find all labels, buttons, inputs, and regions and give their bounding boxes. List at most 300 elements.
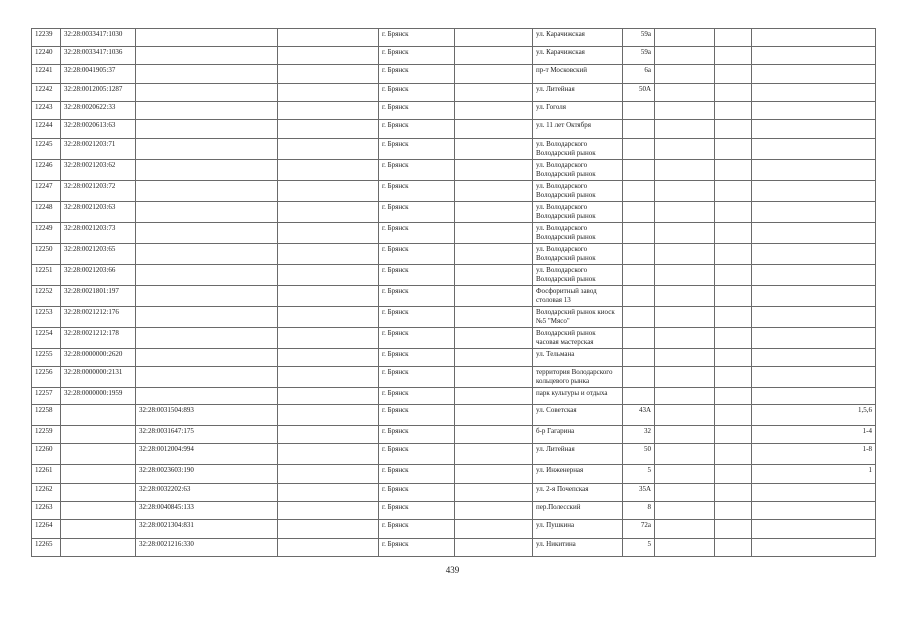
house-number-cell xyxy=(623,181,655,202)
premises-cadastral-number-cell: 32:28:0012004:994 xyxy=(136,444,278,465)
premises-cadastral-number-cell xyxy=(136,328,278,349)
row-number-cell: 12246 xyxy=(32,160,61,181)
street-cell: ул. Тельмана xyxy=(533,349,623,367)
row-number-cell: 12250 xyxy=(32,244,61,265)
blank-cell xyxy=(715,502,752,520)
street-cell: пер.Полесский xyxy=(533,502,623,520)
blank-cell xyxy=(655,367,715,388)
street-cell: ул. Володарского Володарский рынок xyxy=(533,160,623,181)
table-row xyxy=(32,502,876,520)
blank-cell xyxy=(278,102,379,120)
premises-cadastral-number-cell xyxy=(136,47,278,65)
city-cell: г. Брянск xyxy=(379,139,455,160)
house-number-cell xyxy=(623,120,655,139)
row-number-cell: 12265 xyxy=(32,539,61,557)
cadastral-number-cell: 32:28:0021203:63 xyxy=(61,202,136,223)
cadastral-number-cell: 32:28:0000000:2620 xyxy=(61,349,136,367)
street-cell: ул. 2-я Почепская xyxy=(533,484,623,502)
table-row xyxy=(32,120,876,139)
blank-cell xyxy=(278,405,379,426)
blank-cell xyxy=(278,47,379,65)
table-row xyxy=(32,367,876,388)
blank-cell xyxy=(655,349,715,367)
blank-cell xyxy=(655,520,715,539)
city-cell: г. Брянск xyxy=(379,160,455,181)
premises-cadastral-number-cell: 32:28:0031504:893 xyxy=(136,405,278,426)
premises-cadastral-number-cell xyxy=(136,223,278,244)
blank-cell xyxy=(455,444,533,465)
house-number-cell xyxy=(623,349,655,367)
apartment-cell xyxy=(752,286,876,307)
row-number-cell: 12251 xyxy=(32,265,61,286)
blank-cell xyxy=(455,47,533,65)
premises-cadastral-number-cell xyxy=(136,102,278,120)
premises-cadastral-number-cell: 32:28:0021304:831 xyxy=(136,520,278,539)
table-row xyxy=(32,181,876,202)
apartment-cell xyxy=(752,202,876,223)
apartment-cell xyxy=(752,102,876,120)
blank-cell xyxy=(278,223,379,244)
table-row xyxy=(32,465,876,484)
apartment-cell xyxy=(752,539,876,557)
apartment-cell xyxy=(752,139,876,160)
blank-cell xyxy=(715,65,752,84)
table-row xyxy=(32,47,876,65)
city-cell: г. Брянск xyxy=(379,181,455,202)
row-number-cell: 12256 xyxy=(32,367,61,388)
blank-cell xyxy=(278,426,379,444)
apartment-cell xyxy=(752,181,876,202)
blank-cell xyxy=(455,160,533,181)
row-number-cell: 12258 xyxy=(32,405,61,426)
blank-cell xyxy=(455,84,533,102)
house-number-cell xyxy=(623,367,655,388)
blank-cell xyxy=(655,139,715,160)
house-number-cell xyxy=(623,286,655,307)
row-number-cell: 12260 xyxy=(32,444,61,465)
blank-cell xyxy=(655,265,715,286)
row-number-cell: 12247 xyxy=(32,181,61,202)
city-cell: г. Брянск xyxy=(379,102,455,120)
blank-cell xyxy=(278,465,379,484)
row-number-cell: 12249 xyxy=(32,223,61,244)
house-number-cell xyxy=(623,307,655,328)
row-number-cell: 12253 xyxy=(32,307,61,328)
blank-cell xyxy=(715,465,752,484)
house-number-cell: 72а xyxy=(623,520,655,539)
city-cell: г. Брянск xyxy=(379,388,455,405)
premises-cadastral-number-cell: 32:28:0031647:175 xyxy=(136,426,278,444)
blank-cell xyxy=(278,202,379,223)
apartment-cell xyxy=(752,520,876,539)
table-row xyxy=(32,388,876,405)
premises-cadastral-number-cell xyxy=(136,265,278,286)
street-cell: ул. Инженерная xyxy=(533,465,623,484)
blank-cell xyxy=(715,181,752,202)
street-cell: ул. Гоголя xyxy=(533,102,623,120)
premises-cadastral-number-cell xyxy=(136,388,278,405)
city-cell: г. Брянск xyxy=(379,328,455,349)
premises-cadastral-number-cell xyxy=(136,160,278,181)
cadastral-number-cell: 32:28:0000000:2131 xyxy=(61,367,136,388)
blank-cell xyxy=(715,307,752,328)
blank-cell xyxy=(455,202,533,223)
blank-cell xyxy=(455,181,533,202)
premises-cadastral-number-cell xyxy=(136,120,278,139)
house-number-cell xyxy=(623,328,655,349)
city-cell: г. Брянск xyxy=(379,444,455,465)
row-number-cell: 12263 xyxy=(32,502,61,520)
city-cell: г. Брянск xyxy=(379,29,455,47)
street-cell: б-р Гагарина xyxy=(533,426,623,444)
row-number-cell: 12252 xyxy=(32,286,61,307)
apartment-cell xyxy=(752,65,876,84)
row-number-cell: 12257 xyxy=(32,388,61,405)
blank-cell xyxy=(655,484,715,502)
blank-cell xyxy=(655,181,715,202)
blank-cell xyxy=(455,120,533,139)
apartment-cell: 1-8 xyxy=(752,444,876,465)
table-row xyxy=(32,65,876,84)
row-number-cell: 12261 xyxy=(32,465,61,484)
house-number-cell: 5 xyxy=(623,539,655,557)
blank-cell xyxy=(278,520,379,539)
table-row xyxy=(32,405,876,426)
blank-cell xyxy=(715,120,752,139)
cadastral-number-cell: 32:28:0021212:176 xyxy=(61,307,136,328)
blank-cell xyxy=(715,349,752,367)
blank-cell xyxy=(455,367,533,388)
blank-cell xyxy=(655,286,715,307)
house-number-cell xyxy=(623,160,655,181)
table-row xyxy=(32,426,876,444)
city-cell: г. Брянск xyxy=(379,465,455,484)
table-row xyxy=(32,84,876,102)
cadastral-number-cell xyxy=(61,502,136,520)
blank-cell xyxy=(278,181,379,202)
street-cell: территория Володарского кольцевого рынка xyxy=(533,367,623,388)
city-cell: г. Брянск xyxy=(379,484,455,502)
blank-cell xyxy=(455,502,533,520)
house-number-cell: 43А xyxy=(623,405,655,426)
blank-cell xyxy=(455,426,533,444)
row-number-cell: 12254 xyxy=(32,328,61,349)
street-cell: ул. Пушкина xyxy=(533,520,623,539)
table-row xyxy=(32,444,876,465)
street-cell: Володарский рынок часовая мастерская xyxy=(533,328,623,349)
cadastral-number-cell: 32:28:0041905:37 xyxy=(61,65,136,84)
cadastral-number-cell: 32:28:0021203:66 xyxy=(61,265,136,286)
street-cell: ул. Карачижская xyxy=(533,47,623,65)
street-cell: парк культуры и отдыха xyxy=(533,388,623,405)
blank-cell xyxy=(715,286,752,307)
apartment-cell xyxy=(752,47,876,65)
apartment-cell: 1,5,6 xyxy=(752,405,876,426)
premises-cadastral-number-cell xyxy=(136,367,278,388)
premises-cadastral-number-cell: 32:28:0040845:133 xyxy=(136,502,278,520)
table-row xyxy=(32,307,876,328)
blank-cell xyxy=(455,139,533,160)
street-cell: ул. Литейная xyxy=(533,84,623,102)
city-cell: г. Брянск xyxy=(379,405,455,426)
street-cell: ул. Карачижская xyxy=(533,29,623,47)
blank-cell xyxy=(715,405,752,426)
blank-cell xyxy=(455,405,533,426)
cadastral-number-cell: 32:28:0021203:62 xyxy=(61,160,136,181)
blank-cell xyxy=(278,367,379,388)
blank-cell xyxy=(715,265,752,286)
row-number-cell: 12244 xyxy=(32,120,61,139)
blank-cell xyxy=(655,388,715,405)
blank-cell xyxy=(278,65,379,84)
cadastral-number-cell xyxy=(61,426,136,444)
blank-cell xyxy=(455,539,533,557)
table-row xyxy=(32,29,876,47)
apartment-cell xyxy=(752,84,876,102)
house-number-cell: 32 xyxy=(623,426,655,444)
blank-cell xyxy=(278,484,379,502)
cadastral-number-cell: 32:28:0021801:197 xyxy=(61,286,136,307)
row-number-cell: 12259 xyxy=(32,426,61,444)
blank-cell xyxy=(455,520,533,539)
row-number-cell: 12245 xyxy=(32,139,61,160)
cadastral-number-cell xyxy=(61,484,136,502)
blank-cell xyxy=(455,244,533,265)
row-number-cell: 12262 xyxy=(32,484,61,502)
blank-cell xyxy=(715,47,752,65)
city-cell: г. Брянск xyxy=(379,520,455,539)
cadastral-number-cell xyxy=(61,405,136,426)
blank-cell xyxy=(655,465,715,484)
table-row xyxy=(32,265,876,286)
blank-cell xyxy=(715,244,752,265)
house-number-cell: 50А xyxy=(623,84,655,102)
blank-cell xyxy=(278,265,379,286)
house-number-cell: 59а xyxy=(623,47,655,65)
blank-cell xyxy=(715,139,752,160)
street-cell: ул. Володарского Володарский рынок xyxy=(533,244,623,265)
premises-cadastral-number-cell xyxy=(136,29,278,47)
table-row xyxy=(32,349,876,367)
blank-cell xyxy=(278,349,379,367)
blank-cell xyxy=(278,307,379,328)
cadastral-number-cell: 32:28:0021203:71 xyxy=(61,139,136,160)
premises-cadastral-number-cell xyxy=(136,139,278,160)
row-number-cell: 12248 xyxy=(32,202,61,223)
apartment-cell xyxy=(752,328,876,349)
apartment-cell xyxy=(752,349,876,367)
premises-cadastral-number-cell: 32:28:0032202:63 xyxy=(136,484,278,502)
city-cell: г. Брянск xyxy=(379,202,455,223)
house-number-cell xyxy=(623,139,655,160)
blank-cell xyxy=(455,388,533,405)
street-cell: пр-т Московский xyxy=(533,65,623,84)
city-cell: г. Брянск xyxy=(379,426,455,444)
house-number-cell: 50 xyxy=(623,444,655,465)
apartment-cell: 1 xyxy=(752,465,876,484)
house-number-cell xyxy=(623,223,655,244)
house-number-cell xyxy=(623,202,655,223)
blank-cell xyxy=(455,349,533,367)
row-number-cell: 12242 xyxy=(32,84,61,102)
premises-cadastral-number-cell: 32:28:0023603:190 xyxy=(136,465,278,484)
blank-cell xyxy=(715,84,752,102)
blank-cell xyxy=(655,120,715,139)
city-cell: г. Брянск xyxy=(379,84,455,102)
apartment-cell xyxy=(752,367,876,388)
blank-cell xyxy=(278,160,379,181)
cadastral-number-cell: 32:28:0020622:33 xyxy=(61,102,136,120)
street-cell: ул. Володарского Володарский рынок xyxy=(533,181,623,202)
blank-cell xyxy=(278,244,379,265)
city-cell: г. Брянск xyxy=(379,223,455,244)
house-number-cell: 6а xyxy=(623,65,655,84)
cadastral-number-cell: 32:28:0000000:1959 xyxy=(61,388,136,405)
blank-cell xyxy=(278,539,379,557)
table-row xyxy=(32,139,876,160)
cadastral-number-cell xyxy=(61,539,136,557)
apartment-cell xyxy=(752,223,876,244)
blank-cell xyxy=(655,244,715,265)
blank-cell xyxy=(655,84,715,102)
apartment-cell xyxy=(752,244,876,265)
house-number-cell: 35А xyxy=(623,484,655,502)
blank-cell xyxy=(715,202,752,223)
city-cell: г. Брянск xyxy=(379,286,455,307)
street-cell: ул. Володарского Володарский рынок xyxy=(533,265,623,286)
premises-cadastral-number-cell xyxy=(136,202,278,223)
street-cell: Володарский рынок киоск №5 "Мясо" xyxy=(533,307,623,328)
blank-cell xyxy=(655,160,715,181)
blank-cell xyxy=(655,405,715,426)
table-row xyxy=(32,328,876,349)
premises-cadastral-number-cell xyxy=(136,307,278,328)
house-number-cell: 5 xyxy=(623,465,655,484)
city-cell: г. Брянск xyxy=(379,244,455,265)
blank-cell xyxy=(278,29,379,47)
cadastral-number-cell: 32:28:0021203:72 xyxy=(61,181,136,202)
street-cell: ул. Никитина xyxy=(533,539,623,557)
premises-cadastral-number-cell xyxy=(136,286,278,307)
cadastral-number-cell: 32:28:0033417:1030 xyxy=(61,29,136,47)
blank-cell xyxy=(715,102,752,120)
city-cell: г. Брянск xyxy=(379,307,455,328)
blank-cell xyxy=(278,286,379,307)
blank-cell xyxy=(715,160,752,181)
house-number-cell xyxy=(623,102,655,120)
cadastral-number-cell xyxy=(61,465,136,484)
blank-cell xyxy=(655,223,715,244)
apartment-cell xyxy=(752,502,876,520)
house-number-cell: 59а xyxy=(623,29,655,47)
blank-cell xyxy=(715,328,752,349)
blank-cell xyxy=(655,502,715,520)
row-number-cell: 12243 xyxy=(32,102,61,120)
table-row xyxy=(32,223,876,244)
premises-cadastral-number-cell xyxy=(136,65,278,84)
house-number-cell: 8 xyxy=(623,502,655,520)
cadastral-number-cell: 32:28:0033417:1036 xyxy=(61,47,136,65)
city-cell: г. Брянск xyxy=(379,349,455,367)
blank-cell xyxy=(715,520,752,539)
blank-cell xyxy=(278,139,379,160)
row-number-cell: 12241 xyxy=(32,65,61,84)
city-cell: г. Брянск xyxy=(379,47,455,65)
premises-cadastral-number-cell xyxy=(136,181,278,202)
blank-cell xyxy=(278,120,379,139)
cadastral-number-cell: 32:28:0012005:1287 xyxy=(61,84,136,102)
apartment-cell xyxy=(752,265,876,286)
page-number: 439 xyxy=(445,565,460,575)
table-body xyxy=(32,29,876,557)
premises-cadastral-number-cell xyxy=(136,84,278,102)
blank-cell xyxy=(655,426,715,444)
apartment-cell xyxy=(752,484,876,502)
blank-cell xyxy=(278,502,379,520)
apartment-cell xyxy=(752,388,876,405)
apartment-cell xyxy=(752,307,876,328)
blank-cell xyxy=(455,265,533,286)
apartment-cell xyxy=(752,120,876,139)
street-cell: ул. Советская xyxy=(533,405,623,426)
blank-cell xyxy=(455,29,533,47)
city-cell: г. Брянск xyxy=(379,539,455,557)
blank-cell xyxy=(715,444,752,465)
blank-cell xyxy=(715,484,752,502)
city-cell: г. Брянск xyxy=(379,120,455,139)
street-cell: ул. Литейная xyxy=(533,444,623,465)
apartment-cell: 1-4 xyxy=(752,426,876,444)
table-row xyxy=(32,520,876,539)
cadastral-number-cell: 32:28:0021212:178 xyxy=(61,328,136,349)
blank-cell xyxy=(278,328,379,349)
blank-cell xyxy=(455,102,533,120)
apartment-cell xyxy=(752,160,876,181)
premises-cadastral-number-cell: 32:28:0021216:330 xyxy=(136,539,278,557)
premises-cadastral-number-cell xyxy=(136,349,278,367)
street-cell: ул. Володарского Володарский рынок xyxy=(533,202,623,223)
blank-cell xyxy=(655,47,715,65)
street-cell: Фосфоритный завод столовая 13 xyxy=(533,286,623,307)
street-cell: ул. 11 лет Октября xyxy=(533,120,623,139)
blank-cell xyxy=(278,388,379,405)
city-cell: г. Брянск xyxy=(379,367,455,388)
house-number-cell xyxy=(623,265,655,286)
blank-cell xyxy=(715,367,752,388)
house-number-cell xyxy=(623,388,655,405)
blank-cell xyxy=(715,29,752,47)
cadastral-number-cell: 32:28:0021203:65 xyxy=(61,244,136,265)
premises-cadastral-number-cell xyxy=(136,244,278,265)
blank-cell xyxy=(655,444,715,465)
blank-cell xyxy=(455,307,533,328)
row-number-cell: 12264 xyxy=(32,520,61,539)
table-row xyxy=(32,244,876,265)
house-number-cell xyxy=(623,244,655,265)
blank-cell xyxy=(655,307,715,328)
apartment-cell xyxy=(752,29,876,47)
property-registry-table xyxy=(31,28,876,557)
blank-cell xyxy=(655,328,715,349)
street-cell: ул. Володарского Володарский рынок xyxy=(533,139,623,160)
blank-cell xyxy=(715,223,752,244)
city-cell: г. Брянск xyxy=(379,65,455,84)
blank-cell xyxy=(655,102,715,120)
cadastral-number-cell xyxy=(61,444,136,465)
blank-cell xyxy=(455,484,533,502)
table-row xyxy=(32,539,876,557)
blank-cell xyxy=(715,539,752,557)
